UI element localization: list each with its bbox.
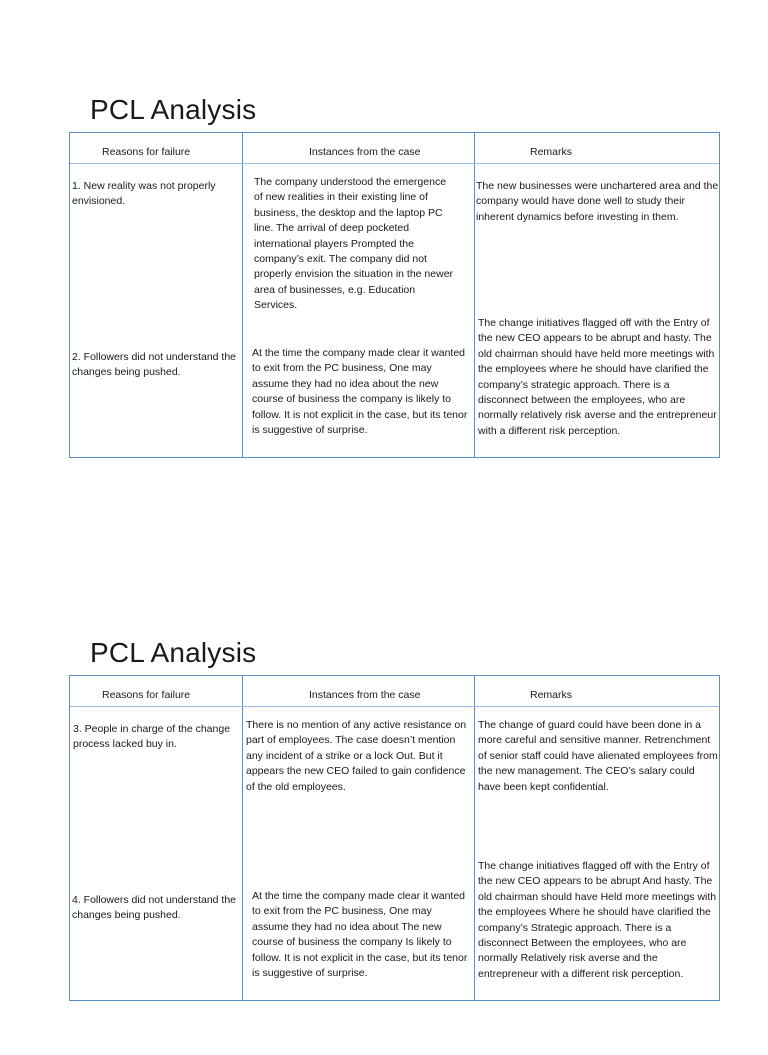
header-reasons: Reasons for failure (102, 146, 191, 158)
header-remarks: Remarks (530, 146, 573, 158)
reason-cell: 1. New reality was not properly envisioned. (72, 180, 216, 208)
header-remarks: Remarks (530, 689, 573, 701)
slide-2 (0, 543, 768, 1055)
reason-cell: 3. People in charge of the change process lacked buy in. (73, 723, 231, 751)
slide-title: PCL Analysis (90, 94, 257, 125)
instance-cell: There is no mention of any active resistance on part of employees. The case doesn’t mention any incident of a strike or a lock Out. But it appears the new CEO failed to gain confidence of the old employees. (246, 719, 467, 793)
reason-cell: 2. Followers did not understand the changes being pushed. (72, 351, 237, 379)
remark-cell: The change initiatives flagged off with the Entry of the new CEO appears to be abrupt And hasty. The old chairman should have Held more meetings with the employees Where he should have clarified the company’s Strategic approach. There is a disconnect Between the employees, who are normally Relatively risk averse and the entrepreneur with a different risk perception. (478, 860, 717, 980)
slide-title: PCL Analysis (90, 637, 257, 668)
header-divider (70, 163, 719, 164)
reason-cell: 4. Followers did not understand the changes being pushed. (72, 894, 237, 922)
column-divider (242, 133, 243, 457)
slide-1 (0, 0, 768, 512)
instance-cell: The company understood the emergence of new realities in their existing line of business, the desktop and the laptop PC line. The arrival of deep pocketed international players Prompted the company’s exit. The company did not properly envision the situation in the newer area of businesses, e.g. Education Services. (254, 176, 454, 312)
header-reasons: Reasons for failure (102, 689, 191, 701)
header-instances: Instances from the case (309, 689, 421, 701)
header-divider (70, 706, 719, 707)
header-instances: Instances from the case (309, 146, 421, 158)
instance-cell: At the time the company made clear it wanted to exit from the PC business, One may assume they had no idea about the new course of business the company is likely to follow. It is not explicit in the case, but its tenor is suggestive of surprise. (252, 347, 468, 437)
column-divider (242, 676, 243, 1000)
remark-cell: The change of guard could have been done in a more careful and sensitive manner. Retrenchment of senior staff could have alienated employees from the new management. The CEO’s salary could have been kept confidential. (478, 719, 718, 793)
column-divider (474, 133, 475, 457)
analysis-table (69, 675, 720, 1001)
instance-cell: At the time the company made clear it wanted to exit from the PC business, One may assume they had no idea about The new course of business the company Is likely to follow. It is not explicit in the case, but its tenor is suggestive of surprise. (252, 890, 468, 980)
remark-cell: The new businesses were unchartered area and the company would have done well to study their inherent dynamics before investing in them. (476, 180, 719, 223)
analysis-table (69, 132, 720, 458)
remark-cell: The change initiatives flagged off with the Entry of the new CEO appears to be abrupt and hasty. The old chairman should have held more meetings with the employees where he should have clarified the company’s strategic approach. There is a disconnect between the employees, who are normally relatively risk averse and the entrepreneur with a different risk perception. (478, 317, 717, 437)
column-divider (474, 676, 475, 1000)
